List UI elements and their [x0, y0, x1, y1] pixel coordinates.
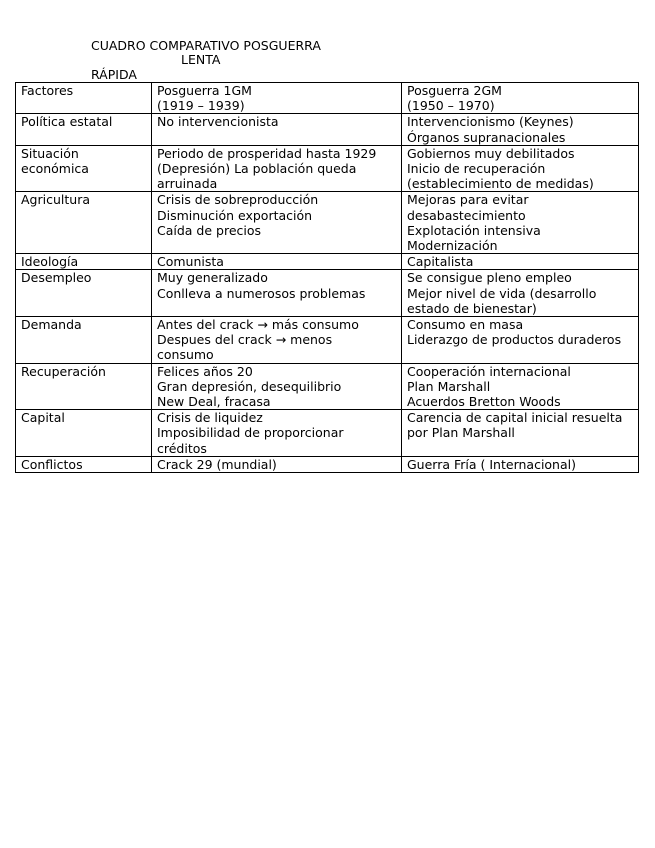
row-1gm-cell: Periodo de prosperidad hasta 1929 (Depresión) La población queda arruinada: [152, 145, 402, 192]
row-2gm-cell: Cooperación internacional Plan Marshall Acuerdos Bretton Woods: [402, 363, 639, 410]
row-1gm-cell: Crisis de liquidez Imposibilidad de proporcionar créditos: [152, 410, 402, 457]
table-row: [16, 145, 639, 192]
row-2gm-cell: Gobiernos muy debilitados Inicio de recuperación (establecimiento de medidas): [402, 145, 639, 192]
table-row: [16, 254, 639, 270]
table-row: [16, 317, 639, 364]
row-2gm-cell: Intervencionismo (Keynes) Órganos supranacionales: [402, 114, 639, 145]
row-factor-cell: Conflictos: [16, 456, 152, 472]
row-factor-cell: Situación económica: [16, 145, 152, 192]
header-cell-posguerra-1gm: Posguerra 1GM (1919 – 1939): [152, 83, 402, 114]
table-row: [16, 410, 639, 457]
row-2gm-cell: Mejoras para evitar desabastecimiento Explotación intensiva Modernización: [402, 192, 639, 254]
row-2gm-cell: Capitalista: [402, 254, 639, 270]
document-title: CUADRO COMPARATIVO POSGUERRA: [91, 38, 321, 53]
table-row: [16, 456, 639, 472]
row-factor-cell: Recuperación: [16, 363, 152, 410]
table-row: [16, 363, 639, 410]
row-1gm-cell: Crisis de sobreproducción Disminución exportación Caída de precios: [152, 192, 402, 254]
row-1gm-cell: Crack 29 (mundial): [152, 456, 402, 472]
row-2gm-cell: Guerra Fría ( Internacional): [402, 456, 639, 472]
row-1gm-cell: Comunista: [152, 254, 402, 270]
row-2gm-cell: Carencia de capital inicial resuelta por Plan Marshall: [402, 410, 639, 457]
table-row: [16, 192, 639, 254]
row-factor-cell: Ideología: [16, 254, 152, 270]
table-row: [16, 114, 639, 145]
row-1gm-cell: Felices años 20 Gran depresión, desequilibrio New Deal, fracasa: [152, 363, 402, 410]
row-factor-cell: Capital: [16, 410, 152, 457]
row-2gm-cell: Se consigue pleno empleo Mejor nivel de vida (desarrollo estado de bienestar): [402, 270, 639, 317]
document-subtitle-lenta: LENTA: [181, 52, 221, 67]
row-factor-cell: Demanda: [16, 317, 152, 364]
row-factor-cell: Agricultura: [16, 192, 152, 254]
header-cell-factor: Factores: [16, 83, 152, 114]
row-2gm-cell: Consumo en masa Liderazgo de productos duraderos: [402, 317, 639, 364]
document-subtitle-rapida: RÁPIDA: [91, 67, 137, 82]
comparison-table: [15, 82, 639, 473]
row-1gm-cell: No intervencionista: [152, 114, 402, 145]
table-row: [16, 270, 639, 317]
row-1gm-cell: Muy generalizado Conlleva a numerosos problemas: [152, 270, 402, 317]
row-factor-cell: Desempleo: [16, 270, 152, 317]
header-cell-posguerra-2gm: Posguerra 2GM (1950 – 1970): [402, 83, 639, 114]
row-1gm-cell: Antes del crack → más consumo Despues del crack → menos consumo: [152, 317, 402, 364]
table-header-row: [16, 83, 639, 114]
row-factor-cell: Política estatal: [16, 114, 152, 145]
